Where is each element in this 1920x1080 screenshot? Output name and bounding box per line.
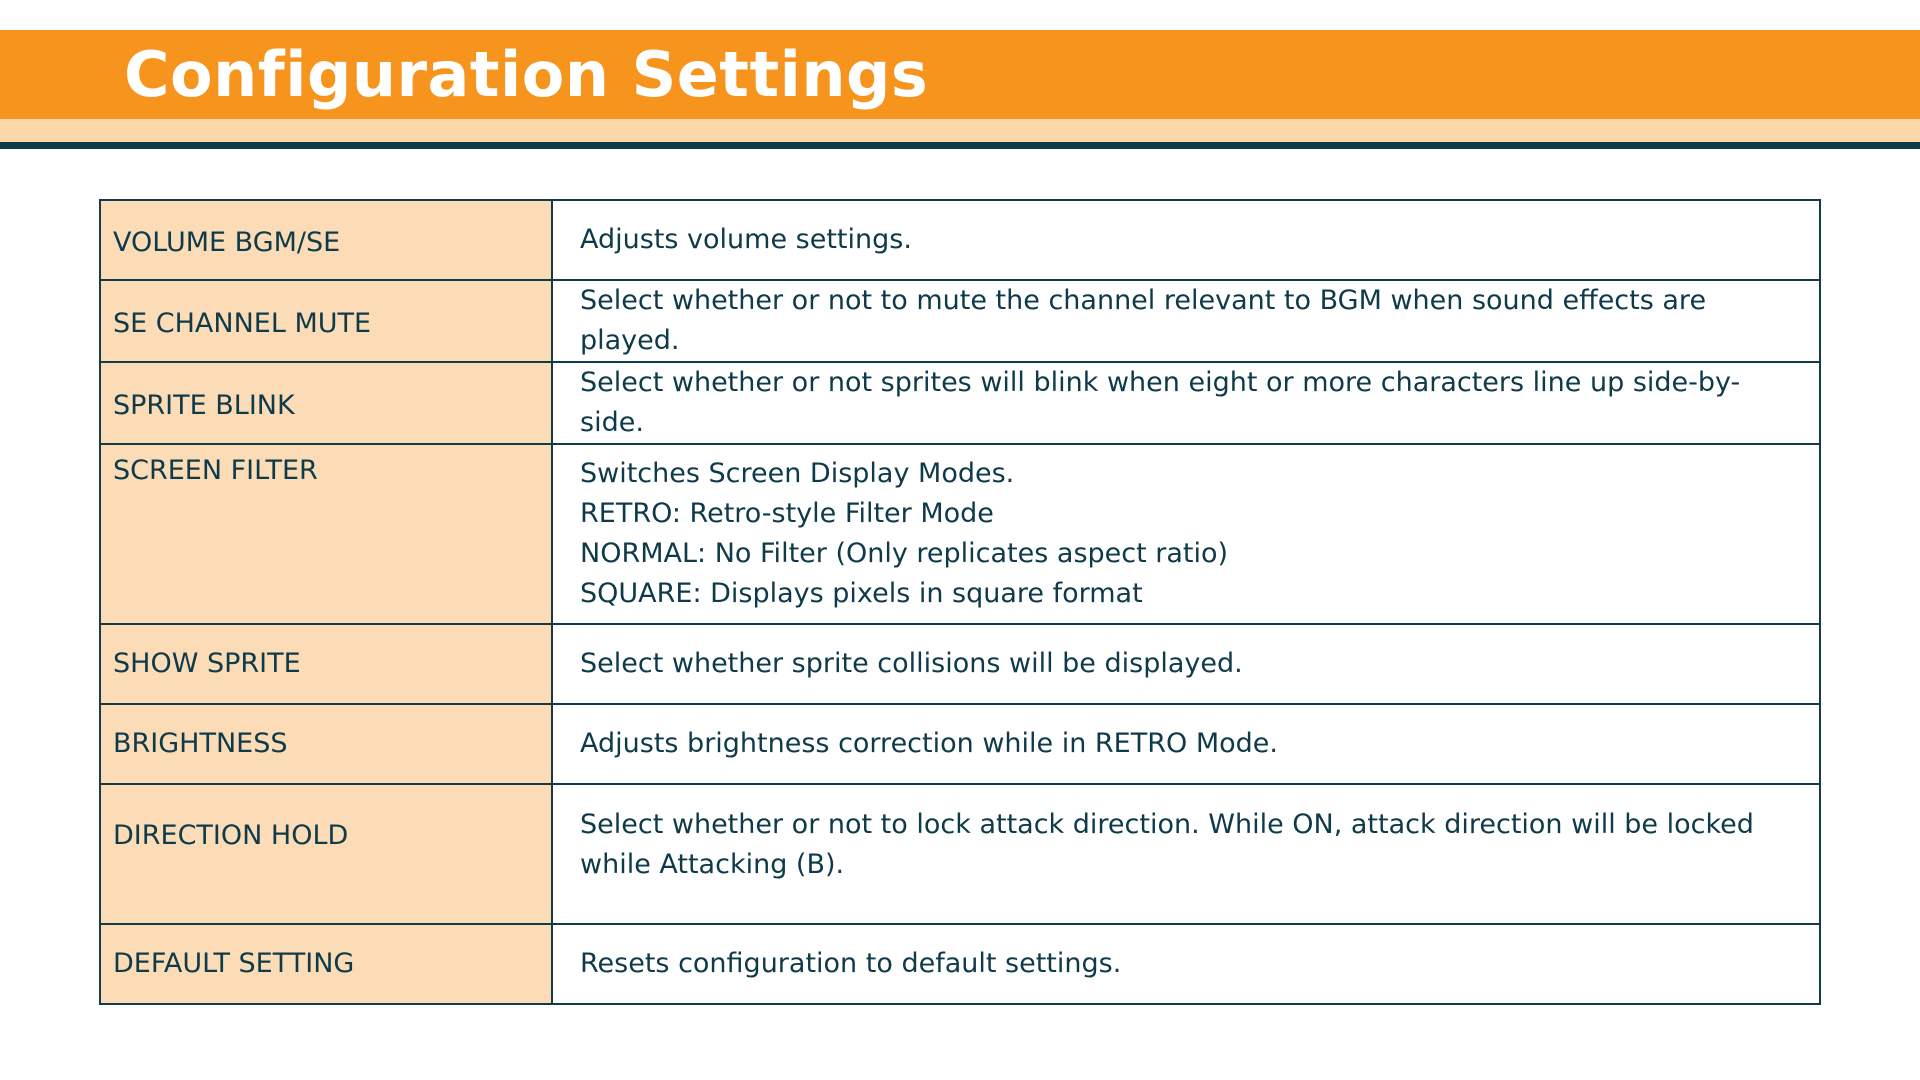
header-stripe bbox=[0, 119, 1920, 142]
table-row bbox=[100, 784, 1820, 924]
table-row bbox=[100, 362, 1820, 444]
table-row bbox=[100, 624, 1820, 704]
table-row bbox=[100, 280, 1820, 362]
table-row bbox=[100, 200, 1820, 280]
settings-table bbox=[99, 199, 1821, 1005]
setting-description bbox=[552, 280, 1820, 362]
setting-label: SPRITE BLINK bbox=[100, 362, 552, 444]
description-line: RETRO: Retro-style Filter Mode bbox=[580, 498, 994, 529]
setting-description bbox=[552, 704, 1820, 784]
description-line: Adjusts brightness correction while in RETRO Mode. bbox=[580, 728, 1278, 759]
table-row bbox=[100, 444, 1820, 624]
setting-description bbox=[552, 362, 1820, 444]
setting-description bbox=[552, 200, 1820, 280]
description-line: NORMAL: No Filter (Only replicates aspect ratio) bbox=[580, 538, 1229, 569]
header-rule bbox=[0, 142, 1920, 149]
description-line: Switches Screen Display Modes. bbox=[580, 458, 1015, 489]
description-line: SQUARE: Displays pixels in square format bbox=[580, 578, 1143, 609]
setting-label: BRIGHTNESS bbox=[100, 704, 552, 784]
description-line: Select whether sprite collisions will be displayed. bbox=[580, 648, 1243, 679]
setting-description bbox=[552, 924, 1820, 1004]
setting-label: SCREEN FILTER bbox=[100, 444, 552, 624]
setting-description bbox=[552, 444, 1820, 624]
setting-description bbox=[552, 784, 1820, 924]
setting-label: DIRECTION HOLD bbox=[100, 784, 552, 924]
setting-label: SHOW SPRITE bbox=[100, 624, 552, 704]
page-title: Configuration Settings bbox=[124, 38, 929, 111]
setting-label: DEFAULT SETTING bbox=[100, 924, 552, 1004]
description-line: Adjusts volume settings. bbox=[580, 224, 912, 255]
description-line: Select whether or not to mute the channel relevant to BGM when sound effects are played. bbox=[580, 285, 1707, 356]
table-row bbox=[100, 704, 1820, 784]
setting-label: VOLUME BGM/SE bbox=[100, 200, 552, 280]
setting-description bbox=[552, 624, 1820, 704]
table-row bbox=[100, 924, 1820, 1004]
description-line: Resets configuration to default settings. bbox=[580, 948, 1122, 979]
description-line: while Attacking (B). bbox=[580, 849, 845, 880]
setting-label: SE CHANNEL MUTE bbox=[100, 280, 552, 362]
description-line: Select whether or not to lock attack direction. While ON, attack direction will be locked bbox=[580, 809, 1754, 840]
description-line: Select whether or not sprites will blink when eight or more characters line up side-by-side. bbox=[580, 367, 1741, 438]
